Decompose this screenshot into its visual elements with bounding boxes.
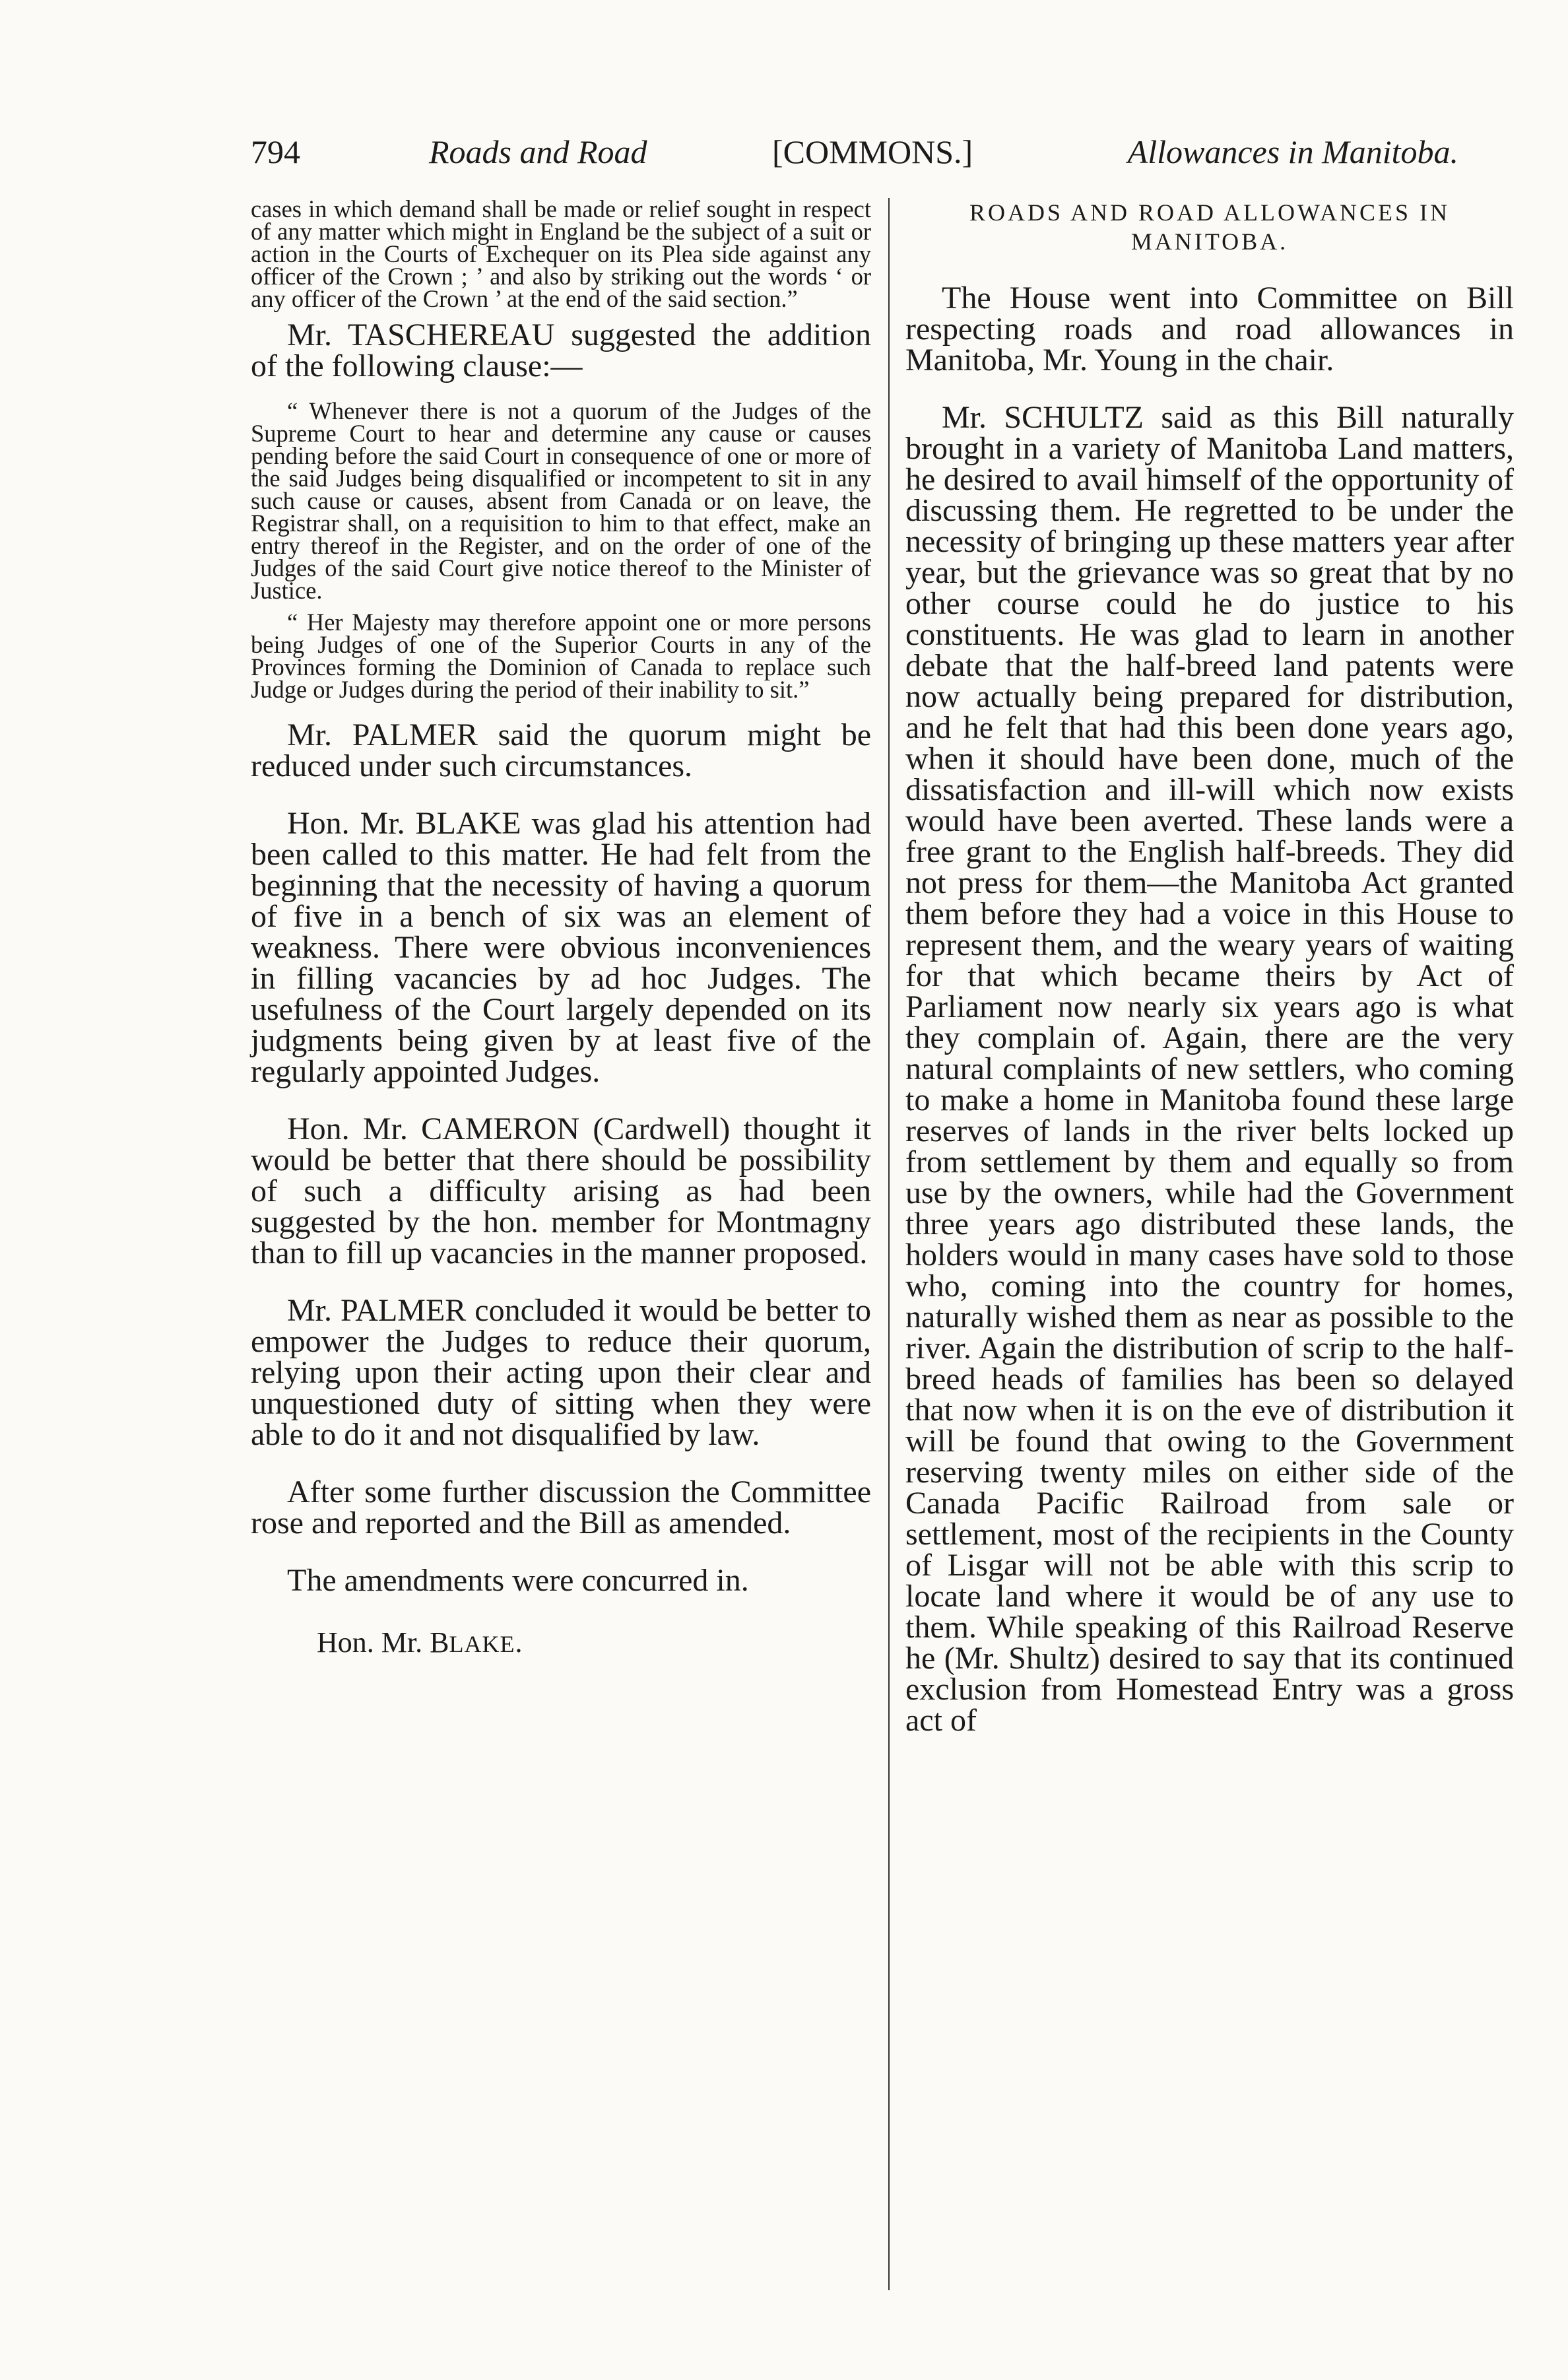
signature-suffix: . <box>515 1626 523 1659</box>
paragraph-palmer-2: Mr. PALMER concluded it would be better to empower the Judges to reduce their quorum, relying upon their acting upon their clear and unquestioned duty of sitting when they were able to do it and not disqualified by law. <box>251 1293 871 1452</box>
signature-prefix: Hon. Mr. B <box>317 1626 449 1659</box>
paragraph-committee: After some further discussion the Committee rose and reported and the Bill as amended. <box>251 1474 871 1540</box>
proposed-clause-1: “ Whenever there is not a quorum of the Judges of the Supreme Court to hear and determine any cause or causes pending before the said Court in consequence of one or more of the said Judges being disqualified or incompetent to sit in any such cause or causes, absent from Canada or on leave, the Registrar shall, on a requisition to him to that effect, make an entry thereof in the Register, and on the order of one of the Judges of the said Court give notice thereof to the Minister of Justice. <box>251 397 871 604</box>
page-number: 794 <box>251 133 300 170</box>
right-column <box>905 198 1514 1736</box>
paragraph-blake: Hon. Mr. BLAKE was glad his attention had been called to this matter. He had felt from the beginning that the necessity of having a quorum of five in a bench of six was an element of weakness. There were obvious inconveniences in filling vacancies by ad hoc Judges. The usefulness of the Court largely depended on its judgments being given by at least five of the regularly appointed Judges. <box>251 806 871 1089</box>
left-column <box>251 195 871 1661</box>
header-left-title: Roads and Road <box>429 133 647 170</box>
signature-small-caps: LAKE <box>449 1631 515 1657</box>
proposed-clause-2: “ Her Majesty may therefore appoint one or more persons being Judges of one of the Superior Courts in any of the Provinces forming the Dominion of Canada to replace such Judge or Judges during the period of their inability to sit.” <box>251 609 871 703</box>
paragraph-amendments: The amendments were concurred in. <box>287 1563 749 1598</box>
header-center-title: [COMMONS.] <box>772 133 973 170</box>
paragraph-taschereau: Mr. TASCHEREAU suggested the addition of the following clause:— <box>251 317 871 383</box>
paragraph-schultz: Mr. SCHULTZ said as this Bill naturally brought in a variety of Manitoba Land matters, he desired to avail himself of the opportunity of discussing them. He regretted to be under the necessity of bringing up these matters year after year, but the grievance was so great that by no other course could he do justice to his constituents. He was glad to learn in another debate that the half-breed land patents were now actually being prepared for distribution, and he felt that had this been done years ago, when it should have been done, much of the dissatisfaction and ill-will which now exists would have been averted. These lands were a free grant to the English half-breeds. They did not press for them—the Manitoba Act granted them before they had a voice in this House to represent them, and the weary years of waiting for that which became theirs by Act of Parliament now nearly six years ago is what they complain of. Again, there are the very natural complaints of new settlers, who coming to make a home in Manitoba found these large reserves of lands in the river belts locked up from settlement by them and equally so from use by the owners, while had the Government three years ago distributed these lands, the holders would in many cases have sold to those who, coming into the country for homes, naturally wished them as near as possible to the river. Again the distribution of scrip to the half-breed heads of families has been so delayed that now when it is on the eve of distribution it will be found that owing to the Government reserving twenty miles on either side of the Canada Pacific Railroad from sale or settlement, most of the recipients in the County of Lisgar will not be able with this scrip to locate land where it would be of any use to them. While speaking of this Railroad Reserve he (Mr. Shultz) desired to say that its continued exclusion from Homestead Entry was a gross act of <box>905 400 1514 1738</box>
paragraph-cameron: Hon. Mr. CAMERON (Cardwell) thought it would be better that there should be possibility of such a difficulty arising as had been suggested by the hon. member for Montmagny than to fill up vacancies in the manner proposed. <box>251 1111 871 1271</box>
header-right-title: Allowances in Manitoba. <box>1127 133 1458 170</box>
paragraph-palmer-1: Mr. PALMER said the quorum might be reduced under such circumstances. <box>251 717 871 783</box>
running-header <box>251 125 1458 178</box>
section-heading: ROADS AND ROAD ALLOWANCES IN MANITOBA. <box>969 199 1451 255</box>
signature-blake <box>251 1626 871 1661</box>
paragraph-committee-intro: The House went into Committee on Bill respecting roads and road allowances in Manitoba, Mr. Young in the chair. <box>905 281 1514 378</box>
quoted-amendment-continuation: cases in which demand shall be made or relief sought in respect of any matter which might in England be the subject of a suit or action in the Courts of Exchequer on its Plea side against any officer of the Crown ; ’ and also by striking out the words ‘ or any officer of the Crown ’ at the end of the said section.” <box>251 195 871 312</box>
column-divider <box>888 198 890 2290</box>
